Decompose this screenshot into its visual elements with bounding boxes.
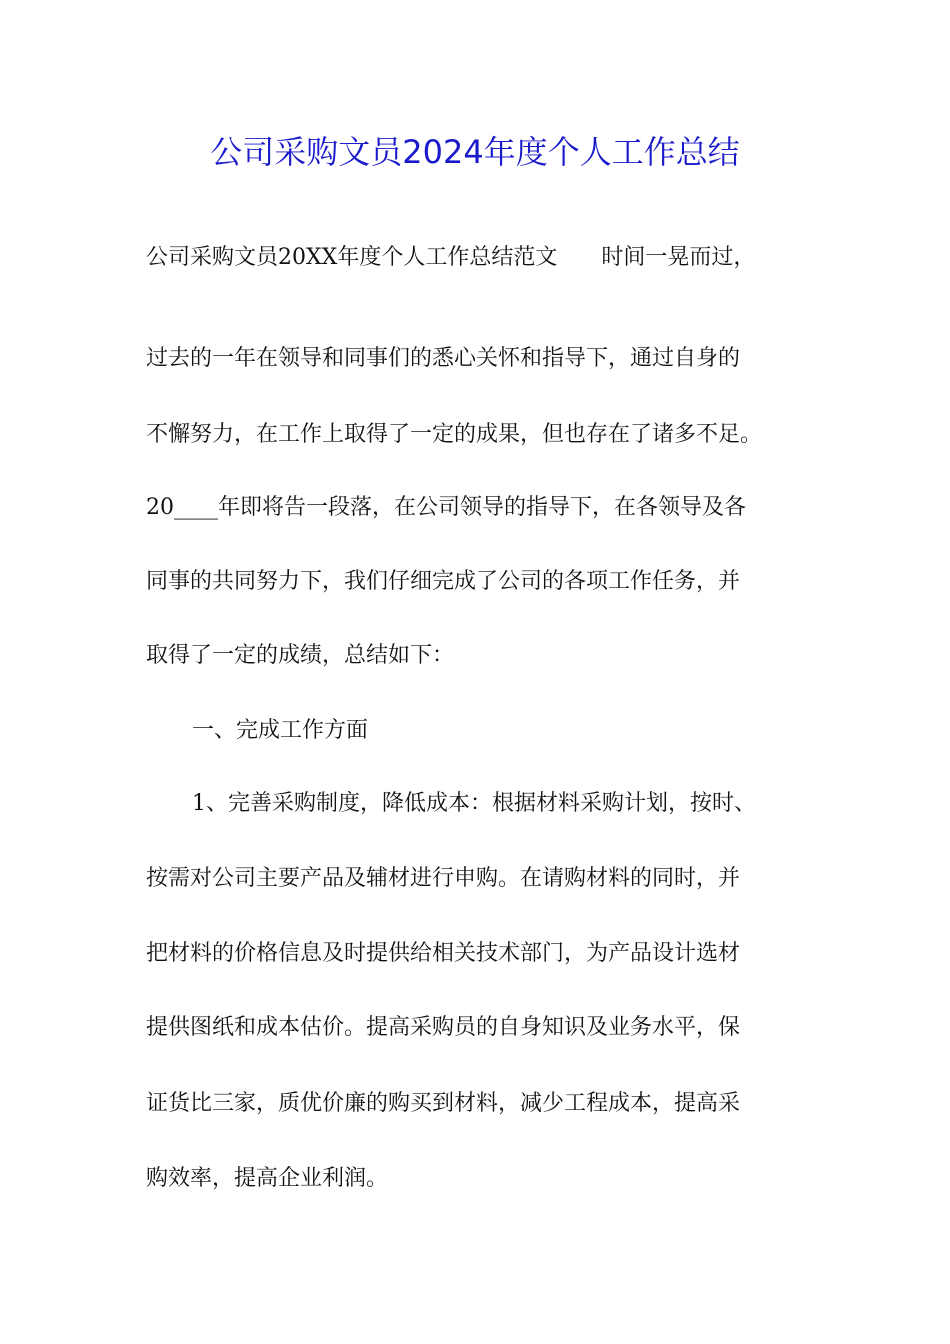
paragraph-line: 1、完善采购制度，降低成本：根据材料采购计划，按时、	[192, 791, 756, 816]
paragraph-line: 按需对公司主要产品及辅材进行申购。在请购材料的同时，并	[146, 866, 741, 891]
paragraph-line: 证货比三家，质优价廉的购买到材料，减少工程成本，提高采	[146, 1091, 741, 1116]
paragraph-line: 不懈努力，在工作上取得了一定的成果，但也存在了诸多不足。	[146, 422, 763, 447]
paragraph-line: 提供图纸和成本估价。提高采购员的自身知识及业务水平，保	[146, 1015, 741, 1040]
paragraph-line: 过去的一年在领导和同事们的悉心关怀和指导下，通过自身的	[146, 346, 741, 371]
paragraph-line: 同事的共同努力下，我们仔细完成了公司的各项工作任务，并	[146, 569, 741, 594]
section-heading: 一、完成工作方面	[192, 718, 369, 743]
document-title: 公司采购文员2024年度个人工作总结	[210, 133, 740, 171]
paragraph-line: 购效率，提高企业利润。	[146, 1166, 389, 1191]
paragraph-line: 公司采购文员20XX年度个人工作总结范文 时间一晃而过，	[146, 245, 756, 270]
paragraph-line: 取得了一定的成绩，总结如下：	[146, 643, 455, 668]
paragraph-line: 20____年即将告一段落，在公司领导的指导下，在各领导及各	[146, 495, 746, 520]
paragraph-line: 把材料的价格信息及时提供给相关技术部门，为产品设计选材	[146, 941, 741, 966]
